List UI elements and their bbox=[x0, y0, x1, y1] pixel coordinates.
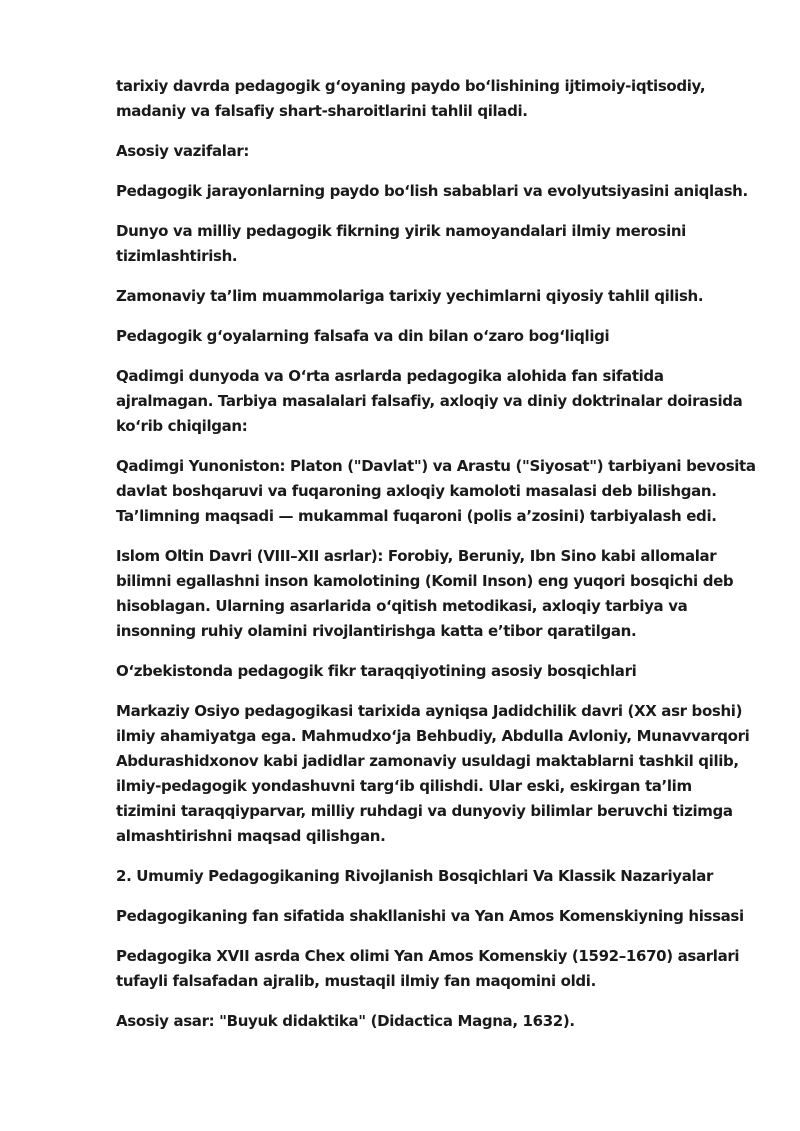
section-heading-general-pedagogy: 2. Umumiy Pedagogikaning Rivojlanish Bosqichlari Va Klassik Nazariyalar bbox=[116, 867, 714, 885]
subheading-comenius: Pedagogikaning fan sifatida shakllanishi va Yan Amos Komenskiyning hissasi bbox=[116, 907, 744, 925]
section-heading-uzbekistan-stages: O‘zbekistonda pedagogik fikr taraqqiyotining asosiy bosqichlari bbox=[116, 662, 637, 680]
paragraph-ancient-greece: Qadimgi Yunoniston: Platon ("Davlat") va Arastu ("Siyosat") tarbiyani bevosita davlat boshqaruvi va fuqaroning axloqiy kamoloti masalasi deb bilishgan. Ta’limning maqsadi — mukammal fuqaroni (polis a’zosini) tarbiyalash edi. bbox=[116, 457, 756, 525]
paragraph-islamic-golden-age: Islom Oltin Davri (VIII–XII asrlar): Forobiy, Beruniy, Ibn Sino kabi allomalar bilimni egallashni inson kamolotining (Komil Inson) eng yuqori bosqichi deb hisoblagan. Ularning asarlarida o‘qitish metodikasi, axloqiy tarbiya va insonning ruhiy olamini rivojlantirishga katta e’tibor qaratilgan. bbox=[116, 547, 734, 640]
paragraph-ancient-medieval: Qadimgi dunyoda va O‘rta asrlarda pedagogika alohida fan sifatida ajralmagan. Tarbiya masalalari falsafiy, axloqiy va diniy doktrinalar doirasida ko‘rib chiqilgan: bbox=[116, 367, 743, 435]
task-item-2: Dunyo va milliy pedagogik fikrning yirik namoyandalari ilmiy merosini tizimlashtirish. bbox=[116, 222, 686, 265]
document-page bbox=[116, 74, 756, 1049]
task-item-1: Pedagogik jarayonlarning paydo bo‘lish sabablari va evolyutsiyasini aniqlash. bbox=[116, 182, 748, 200]
paragraph-main-work: Asosiy asar: "Buyuk didaktika" (Didactica Magna, 1632). bbox=[116, 1012, 575, 1030]
heading-main-tasks: Asosiy vazifalar: bbox=[116, 142, 250, 160]
section-heading-philosophy-religion: Pedagogik g‘oyalarning falsafa va din bilan o‘zaro bog‘liqligi bbox=[116, 327, 610, 345]
task-item-3: Zamonaviy ta’lim muammolariga tarixiy yechimlarni qiyosiy tahlil qilish. bbox=[116, 287, 704, 305]
paragraph-intro-continuation: tarixiy davrda pedagogik g‘oyaning paydo bo‘lishining ijtimoiy-iqtisodiy, madaniy va falsafiy shart-sharoitlarini tahlil qiladi. bbox=[116, 77, 706, 120]
paragraph-comenius: Pedagogika XVII asrda Chex olimi Yan Amos Komenskiy (1592–1670) asarlari tufayli falsafadan ajralib, mustaqil ilmiy fan maqomini oldi. bbox=[116, 947, 740, 990]
paragraph-jadid-period: Markaziy Osiyo pedagogikasi tarixida ayniqsa Jadidchilik davri (XX asr boshi) ilmiy ahamiyatga ega. Mahmudxo‘ja Behbudiy, Abdulla Avloniy, Munavvarqori Abdurashidxonov kabi jadidlar zamonaviy usuldagi maktablarni tashkil qilib, ilmiy-pedagogik yondashuvni targ‘ib qilishdi. Ular eski, eskirgan ta’lim tizimini taraqqiyparvar, milliy ruhdagi va dunyoviy bilimlar beruvchi tizimga almashtirishni maqsad qilishgan. bbox=[116, 702, 750, 845]
